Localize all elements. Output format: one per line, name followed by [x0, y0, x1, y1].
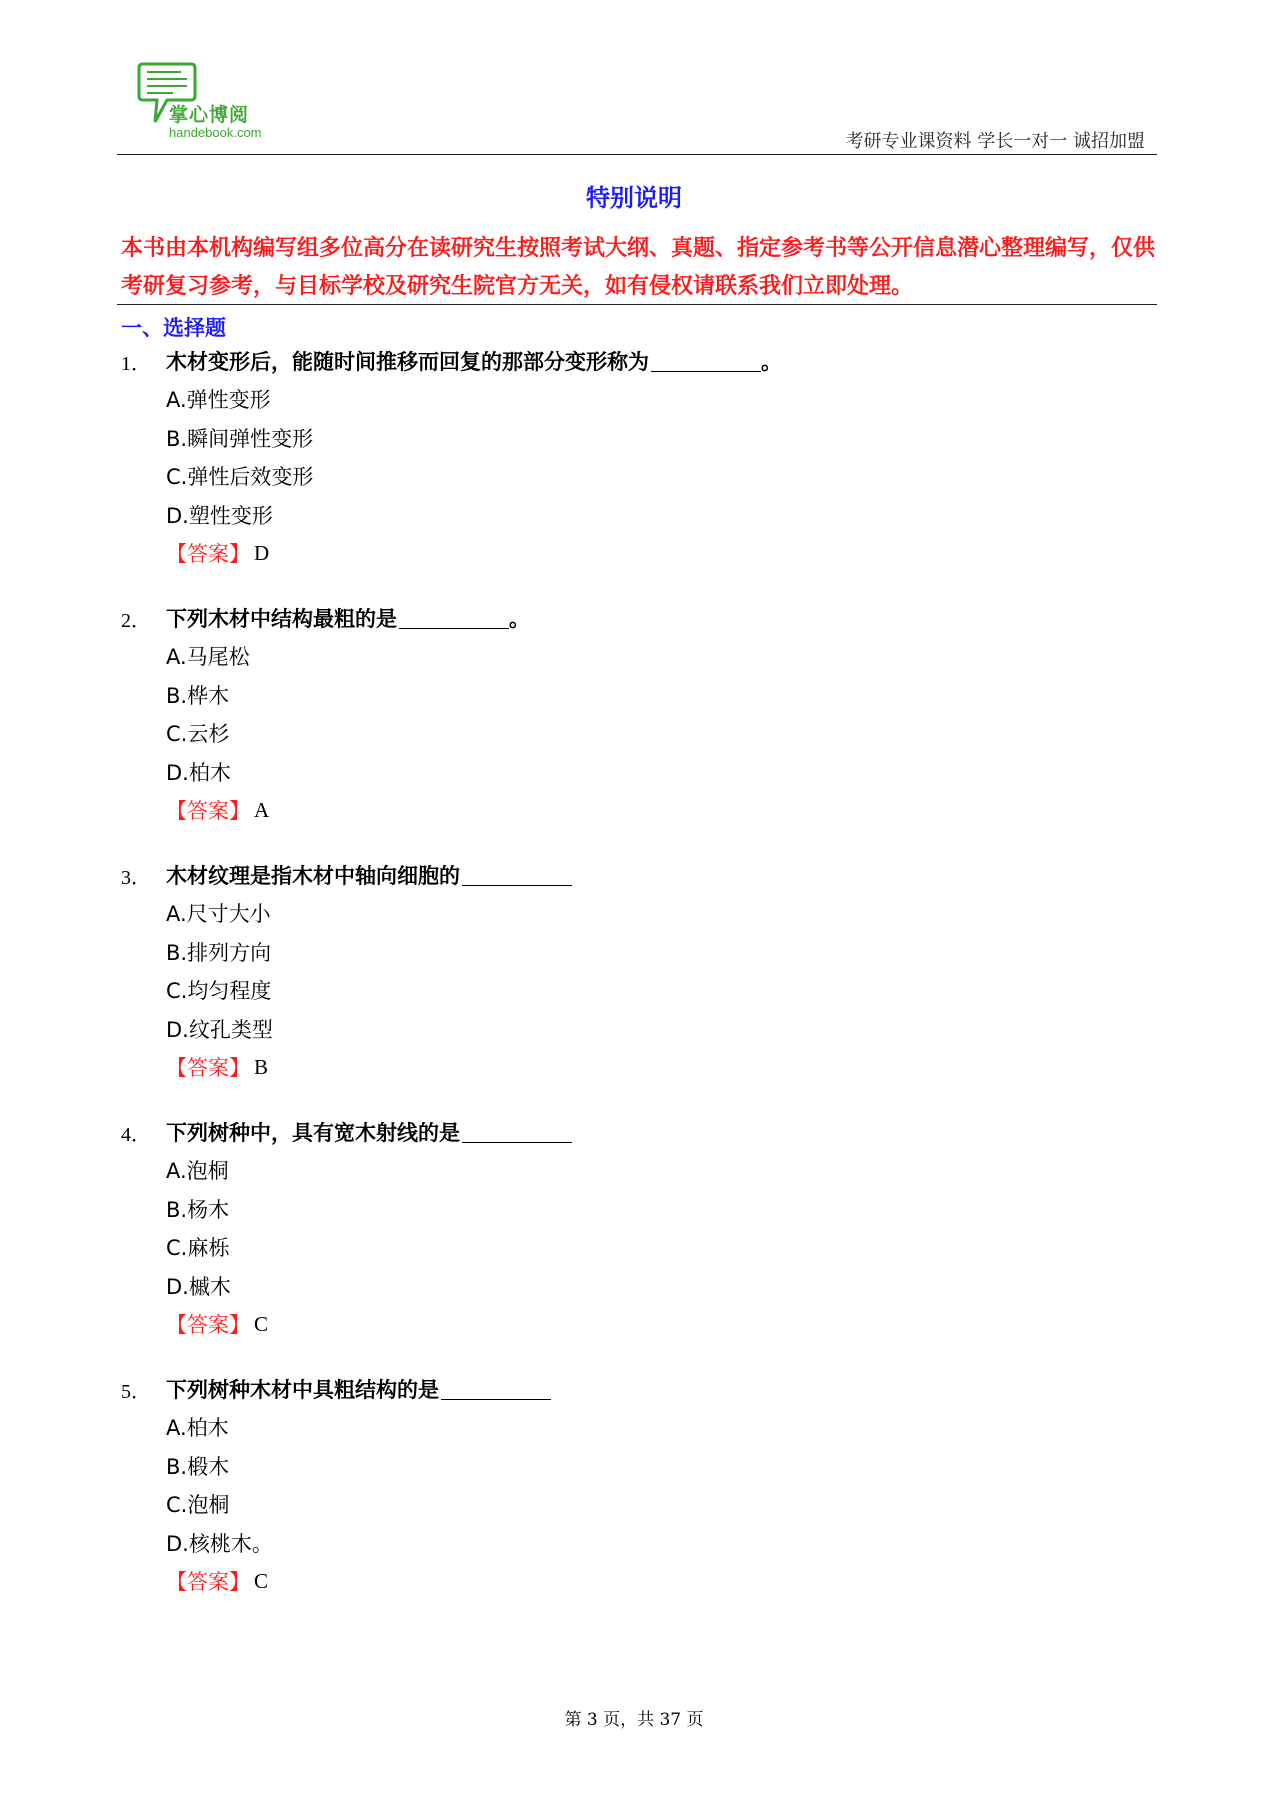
option-a: A.柏木 [166, 1416, 229, 1441]
question-text: 下列木材中结构最粗的是 [166, 607, 397, 631]
question-text: 下列树种木材中具粗结构的是 [166, 1378, 439, 1402]
question-3 [121, 856, 1161, 1086]
option-d: D.槭木 [166, 1275, 231, 1300]
question-number: 1． [121, 352, 151, 375]
option-c: C.云杉 [166, 722, 230, 747]
question-5 [121, 1370, 1161, 1600]
option-b: B.桦木 [166, 683, 230, 708]
question-text: 木材变形后，能随时间推移而回复的那部分变形称为 [166, 350, 649, 374]
page-title: 特别说明 [586, 184, 682, 212]
question-number: 3． [121, 866, 151, 889]
answer-label: 【答案】 [166, 799, 250, 824]
answer-label: 【答案】 [166, 1313, 250, 1338]
answer-label: 【答案】 [166, 1570, 250, 1595]
option-b: B.杨木 [166, 1197, 230, 1222]
question-number: 5． [121, 1380, 151, 1403]
question-text: 下列树种中，具有宽木射线的是 [166, 1121, 460, 1145]
question-1 [121, 342, 1161, 572]
answer-line [166, 1305, 1161, 1343]
section-title: 一、选择题 [121, 316, 226, 340]
option-c: C.弹性后效变形 [166, 465, 314, 490]
logo-url: handebook.com [169, 125, 262, 140]
page-header [117, 58, 1157, 154]
option-c: C.泡桐 [166, 1493, 230, 1518]
notice-divider [117, 304, 1157, 305]
answer-blank [462, 1122, 572, 1143]
answer-blank [399, 608, 509, 629]
header-divider [117, 154, 1157, 155]
question-tail: 。 [509, 607, 530, 631]
option-a: A.马尾松 [166, 645, 250, 670]
answer-value: C [254, 1568, 269, 1593]
page-number-footer: 第 3 页，共 37 页 [564, 1710, 704, 1730]
question-stem [121, 856, 1161, 894]
option-d: D.核桃木。 [166, 1532, 273, 1557]
disclaimer-notice: 本书由本机构编写组多位高分在读研究生按照考试大纲、真题、指定参考书等公开信息潜心整理编写，仅供考研复习参考，与目标学校及研究生院官方无关，如有侵权请联系我们立即处理。 [121, 236, 1156, 299]
option-d: D.塑性变形 [166, 504, 273, 529]
question-stem [121, 342, 1161, 380]
option-c: C.麻栎 [166, 1236, 230, 1261]
option-c: C.均匀程度 [166, 979, 272, 1004]
answer-label: 【答案】 [166, 1056, 250, 1081]
answer-line [166, 1562, 1161, 1600]
option-b: B.瞬间弹性变形 [166, 426, 314, 451]
answer-label: 【答案】 [166, 542, 250, 567]
option-a: A.弹性变形 [166, 388, 271, 413]
answer-blank [441, 1379, 551, 1400]
question-2 [121, 599, 1161, 829]
answer-value: D [254, 540, 270, 565]
answer-line [166, 1048, 1161, 1086]
option-d: D.柏木 [166, 761, 231, 786]
answer-value: C [254, 1311, 269, 1336]
option-d: D.纹孔类型 [166, 1018, 273, 1043]
logo-text: 掌心博阅 [169, 104, 250, 126]
answer-line [166, 791, 1161, 829]
question-number: 2． [121, 609, 151, 632]
option-b: B.椴木 [166, 1454, 230, 1479]
answer-blank [651, 351, 761, 372]
question-stem [121, 599, 1161, 637]
option-a: A.尺寸大小 [166, 902, 271, 927]
answer-value: A [254, 797, 270, 822]
answer-blank [462, 865, 572, 886]
answer-value: B [254, 1054, 269, 1079]
option-a: A.泡桐 [166, 1159, 229, 1184]
question-text: 木材纹理是指木材中轴向细胞的 [166, 864, 460, 888]
option-b: B.排列方向 [166, 940, 272, 965]
question-stem [121, 1370, 1161, 1408]
question-number: 4． [121, 1123, 151, 1146]
question-stem [121, 1113, 1161, 1151]
header-tagline: 考研专业课资料 学长一对一 诚招加盟 [845, 131, 1145, 152]
answer-line [166, 534, 1161, 572]
question-4 [121, 1113, 1161, 1343]
question-tail: 。 [761, 350, 782, 374]
